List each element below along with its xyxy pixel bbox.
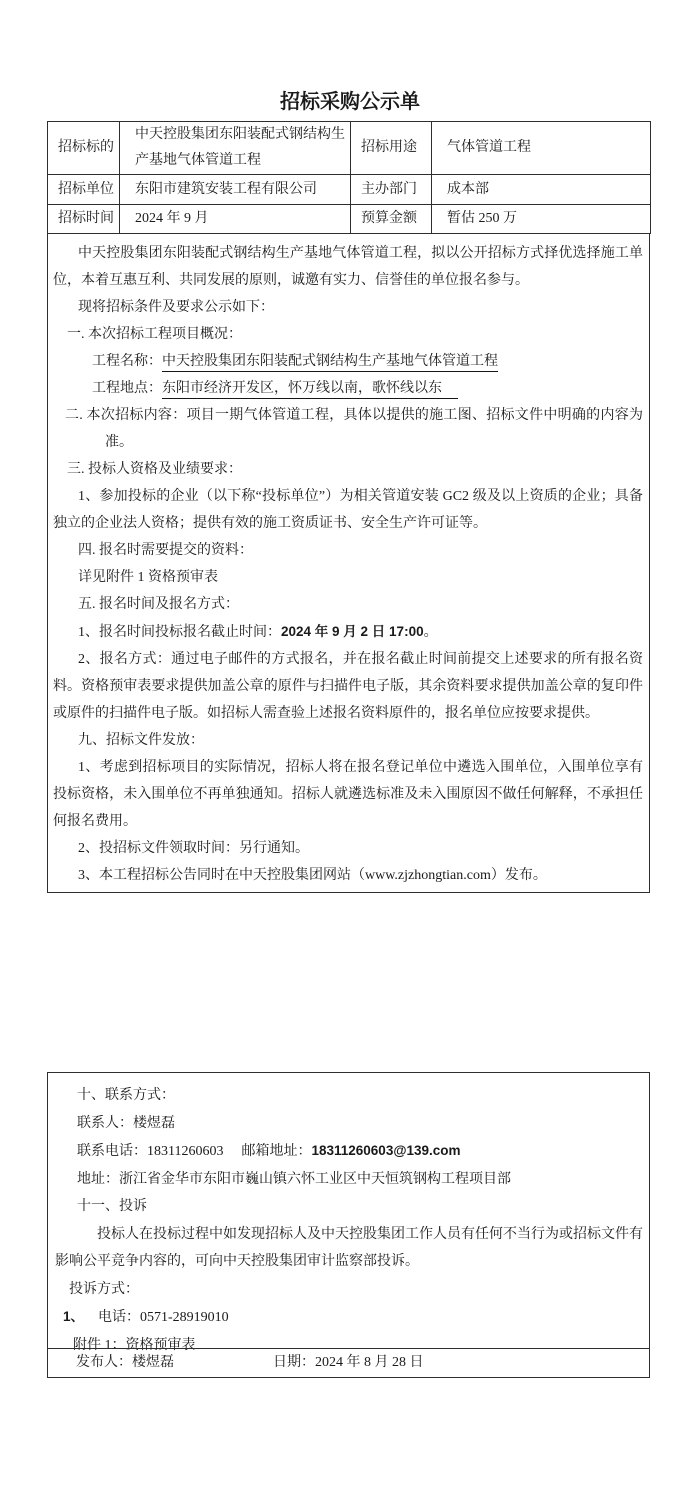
bid-subject-label: 招标标的 bbox=[48, 122, 120, 175]
table-row bbox=[48, 122, 651, 175]
deadline-label: 1、报名时间投标报名截止时间： bbox=[78, 625, 281, 640]
project-site-line bbox=[53, 375, 643, 402]
section-3-item-1: 1、参加投标的企业（以下称“投标单位”）为相关管道安装 GC2 级及以上资质的企业；具备独立的企业法人资格；提供有效的施工资质证书、安全生产许可证等。 bbox=[53, 489, 643, 531]
project-site-value: 东阳市经济开发区，怀万线以南，歌怀线以东 bbox=[162, 381, 458, 399]
publish-date: 日期：2024 年 8 月 28 日 bbox=[273, 1355, 424, 1370]
project-name-line bbox=[53, 348, 643, 375]
table-row bbox=[48, 175, 651, 205]
bid-subject-value: 中天控股集团东阳装配式钢结构生产基地气体管道工程 bbox=[120, 122, 351, 175]
project-name-label: 工程名称： bbox=[92, 354, 162, 369]
bid-purpose-value: 气体管道工程 bbox=[432, 122, 651, 175]
complaint-phone-line bbox=[53, 1303, 643, 1332]
section-9-item-3: 3、本工程招标公告同时在中天控股集团网站（www.zjzhongtian.com）发布。 bbox=[78, 868, 547, 883]
footer-row bbox=[48, 1348, 649, 1377]
section-9-item-2: 2、投招标文件领取时间：另行通知。 bbox=[78, 841, 309, 856]
bid-unit-value: 东阳市建筑安装工程有限公司 bbox=[120, 175, 351, 205]
section-5-heading: 五. 报名时间及报名方式： bbox=[78, 597, 239, 612]
contact-address: 地址：浙江省金华市东阳市巍山镇六怀工业区中天恒筑钢构工程项目部 bbox=[77, 1171, 511, 1187]
host-dept-value: 成本部 bbox=[432, 175, 651, 205]
contact-email-value: 18311260603@139.com bbox=[311, 1143, 461, 1158]
contact-phone: 联系电话：18311260603 bbox=[77, 1144, 224, 1159]
publisher: 发布人：楼煜磊 bbox=[76, 1355, 174, 1370]
deadline-value: 2024 年 9 月 2 日 17:00 bbox=[281, 624, 424, 639]
info-table bbox=[47, 121, 651, 234]
project-name-value: 中天控股集团东阳装配式钢结构生产基地气体管道工程 bbox=[162, 354, 498, 372]
complaint-phone: 电话：0571-28919010 bbox=[98, 1310, 229, 1325]
section-5-item-2: 2、报名方式：通过电子邮件的方式报名，并在报名截止时间前提交上述要求的所有报名资料。资格预审表要求提供加盖公章的原件与扫描件电子版，其余资料要求提供加盖公章的复印件或原件的扫描件电子版。如招标人需查验上述报名资料原件的，报名单位应按要求提供。 bbox=[53, 652, 643, 721]
bid-unit-label: 招标单位 bbox=[48, 175, 120, 205]
section-5-item-1 bbox=[53, 618, 643, 646]
contact-person: 联系人：楼煜磊 bbox=[77, 1115, 175, 1131]
section-9-item-1: 1、考虑到招标项目的实际情况，招标人将在报名登记单位中遴选入围单位，入围单位享有投标资格，未入围单位不再单独通知。招标人就遴选标准及未入围原因不做任何解释，不承担任何报名费用。 bbox=[53, 760, 643, 829]
bid-purpose-label: 招标用途 bbox=[351, 122, 432, 175]
complaint-item-number: 1、 bbox=[63, 1309, 85, 1324]
project-site-label: 工程地点： bbox=[92, 381, 162, 396]
host-dept-label: 主办部门 bbox=[351, 175, 432, 205]
table-row bbox=[48, 205, 651, 234]
complaint-paragraph: 投标人在投标过程中如发现招标人及中天控股集团工作人员有任何不当行为或招标文件有影响公平竞争内容的，可向中天控股集团审计监察部投诉。 bbox=[55, 1226, 643, 1269]
contact-phone-line bbox=[53, 1137, 643, 1166]
section-9-heading: 九、招标文件发放： bbox=[78, 733, 204, 748]
section-3-heading: 三. 投标人资格及业绩要求： bbox=[67, 462, 242, 477]
section-4-heading: 四. 报名时需要提交的资料： bbox=[78, 543, 253, 558]
budget-label: 预算金额 bbox=[351, 205, 432, 234]
section-10-heading: 十、联系方式： bbox=[77, 1088, 175, 1103]
contact-content bbox=[48, 1073, 649, 1359]
contact-email-label: 邮箱地址： bbox=[241, 1144, 312, 1159]
section-2-paragraph: 二. 本次招标内容：项目一期气体管道工程，具体以提供的施工图、招标文件中明确的内容为准。 bbox=[65, 408, 643, 450]
intro-paragraph: 中天控股集团东阳装配式钢结构生产基地气体管道工程，拟以公开招标方式择优选择施工单位，本着互惠互利、共同发展的原则，诚邀有实力、信誉佳的单位报名参与。 bbox=[53, 246, 643, 288]
intro-paragraph-2: 现将招标条件及要求公示如下： bbox=[78, 300, 274, 315]
attachment-line: 附件 1：资格预审表 bbox=[73, 1337, 196, 1353]
announcement-body bbox=[47, 233, 650, 893]
section-1-heading: 一. 本次招标工程项目概况： bbox=[67, 327, 242, 342]
bid-time-value: 2024 年 9 月 bbox=[120, 205, 351, 234]
complaint-method-label: 投诉方式： bbox=[69, 1281, 139, 1297]
section-11-heading: 十一、投诉 bbox=[77, 1199, 147, 1214]
contact-complaint-box bbox=[47, 1072, 650, 1378]
budget-value: 暂估 250 万 bbox=[432, 205, 651, 234]
deadline-period: 。 bbox=[423, 625, 438, 640]
section-4-item: 详见附件 1 资格预审表 bbox=[78, 570, 218, 585]
bid-time-label: 招标时间 bbox=[48, 205, 120, 234]
document-title: 招标采购公示单 bbox=[280, 91, 420, 113]
